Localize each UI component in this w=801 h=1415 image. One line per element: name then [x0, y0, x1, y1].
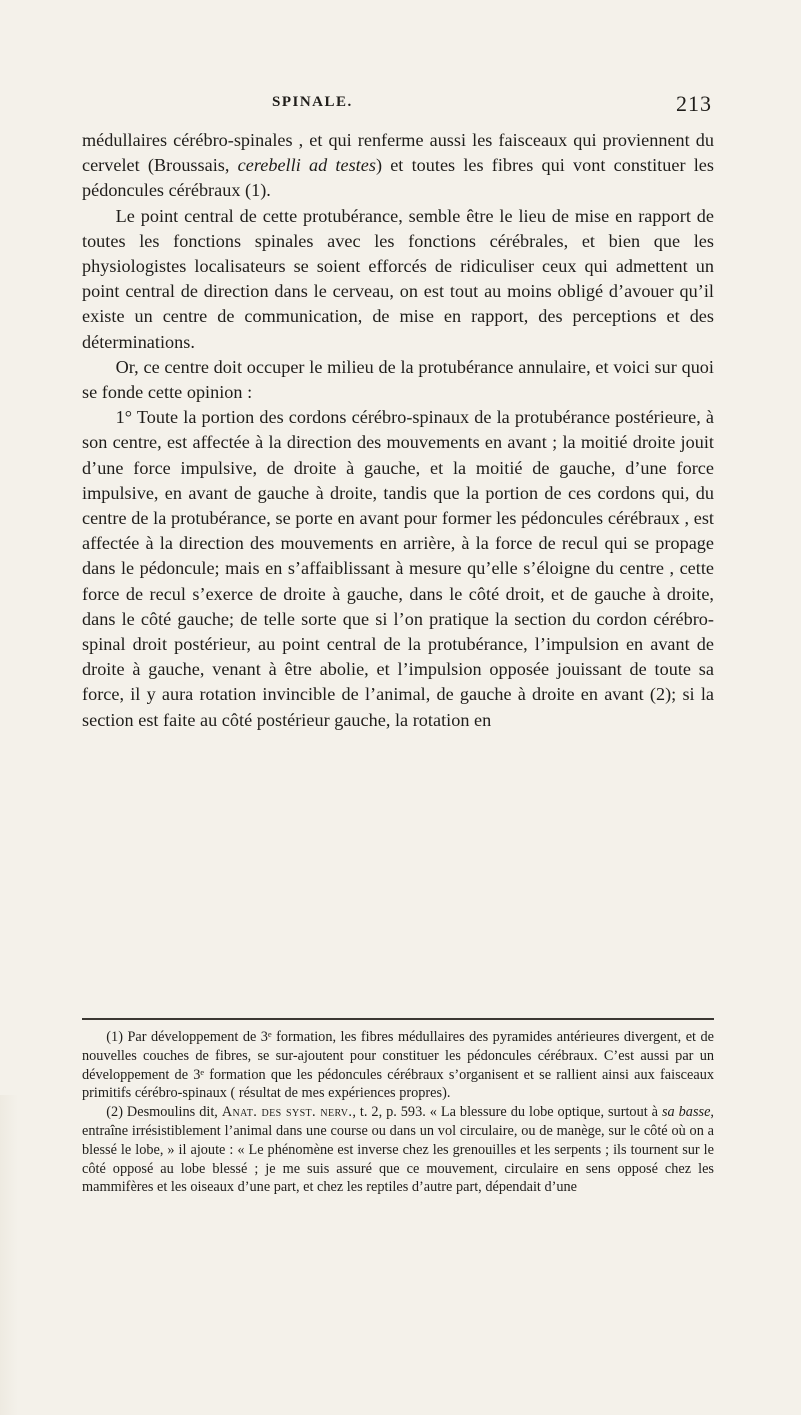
footnote-1: (1) Par développement de 3ᵉ formation, les fibres médullaires des pyramides antérieures divergent, et de nouvelles couches de fibres, se sur-ajoutent pour constituer les pédoncules cérébraux. C’est aussi par un développement de 3ᵉ formation que les pédoncules cérébraux s’organisent et se rallient ainsi aux faisceaux primitifs cérébro-spinaux ( résultat de mes expériences propres).: [82, 1029, 714, 1102]
main-text: [82, 128, 714, 733]
scan-edge-shadow: [0, 1095, 18, 1415]
footnotes: [82, 1028, 714, 1197]
footnote-2-text: , t. 2, p. 593. « La blessure du lobe optique, surtout à: [352, 1104, 662, 1121]
paragraph-continued: [82, 128, 714, 204]
page-header: [82, 91, 712, 122]
citation-title: Anat. des syst. nerv.: [221, 1104, 353, 1121]
footnote-rule: [82, 1018, 714, 1020]
page-number: 213: [676, 91, 712, 116]
paragraph-2: Le point central de cette protubérance, semble être le lieu de mise en rapport de toutes les fonctions spinales avec les fonctions cérébrales, et bien que les physiologistes localisateurs se soient efforcés de ridiculiser ceux qui admettent un point central de direction dans le cerveau, on est tout au moins obligé d’avouer qu’il existe un centre de communication, de mise en rapport, des perceptions et des déterminations.: [82, 205, 714, 352]
paragraph-4: 1° Toute la portion des cordons cérébro-spinaux de la protubérance postérieure, à son centre, est affectée à la direction des mouvements en avant ; la moitié droite jouit d’une force impulsive, de droite à gauche, et la moitié de gauche, d’une force impulsive, en avant de gauche à droite, tandis que la portion de ces cordons qui, du centre de la protubérance, se porte en avant pour former les pédoncules cérébraux , est affectée à la direction des mouvements en arrière, à la force de recul qui se propage dans le pédoncule; mais en s’affaiblissant à mesure qu’elle s’éloigne du centre , cette force de recul s’exerce de droite à gauche, dans le côté droit, et de gauche à droite, dans le côté gauche; de telle sorte que si l’on pratique la section du cordon cérébro-spinal droit postérieur, au point central de la protubérance, l’impulsion en avant de droite à gauche, venant à être abolie, et l’impulsion opposée jouissant de toute sa force, il y aura rotation invincible de l’animal, de gauche à droite en avant (2); si la section est faite au côté postérieur gauche, la rotation en: [82, 407, 714, 730]
footnote-2: [82, 1103, 714, 1197]
latin-term: cerebelli ad testes: [237, 155, 376, 176]
paragraph-3: Or, ce centre doit occuper le milieu de la protubérance annulaire, et voici sur quoi se fonde cette opinion :: [82, 356, 714, 403]
italic-phrase: sa basse: [661, 1104, 711, 1121]
running-head: SPINALE.: [272, 94, 353, 110]
footnote-2-intro: (2) Desmoulins dit,: [106, 1104, 222, 1121]
paragraph-1-text: médullaires cérébro-spinales , et qui renferme aussi les faisceaux qui proviennent du cervelet (Broussais,: [82, 130, 714, 176]
footnote-2-ending: , entraîne irrésistiblement l’animal dans une course ou dans un vol circulaire, ou de manège, sur le côté où on a blessé le lobe, » il ajoute : « Le phénomène est inverse chez les grenouilles et les serpents ; ils tournent sur le côté opposé au lobe blessé ; je me suis assuré que ce mouvement, circulaire en sens opposé chez les mammifères et les oiseaux d’une part, et chez les reptiles d’autre part, dépendait d’une: [82, 1104, 714, 1196]
paragraph-1-ending: ) et toutes les fibres qui vont constituer les pédoncules cérébraux (1).: [82, 155, 714, 201]
